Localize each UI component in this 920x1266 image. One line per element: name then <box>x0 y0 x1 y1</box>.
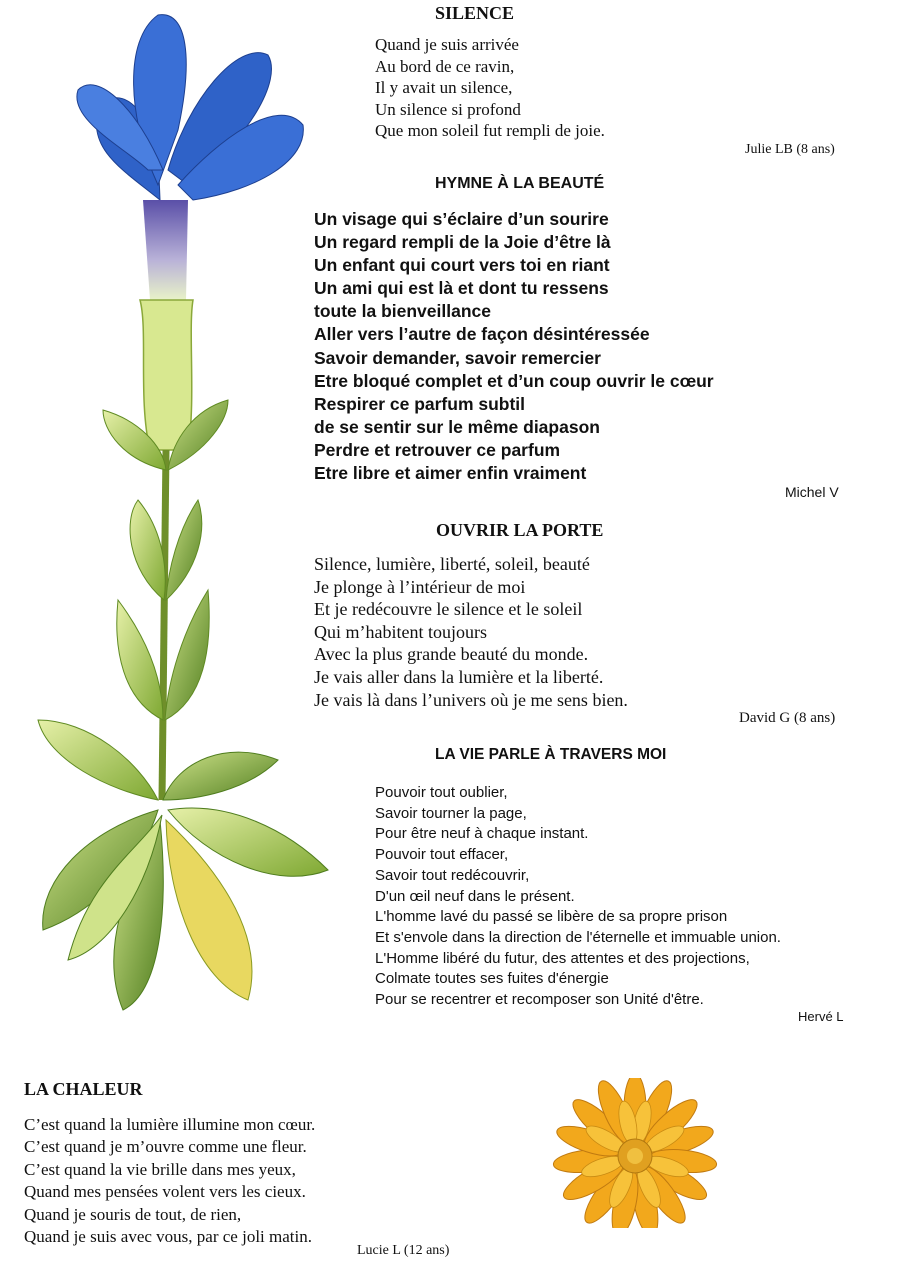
poem-line: Pour se recentrer et recomposer son Unité d'être. <box>375 991 704 1009</box>
poem-line: Un regard rempli de la Joie d’être là <box>314 232 611 253</box>
poem-line: Un ami qui est là et dont tu ressens <box>314 278 609 299</box>
poem-title-hymne: HYMNE À LA BEAUTÉ <box>435 175 605 192</box>
poem-line: Pour être neuf à chaque instant. <box>375 825 589 843</box>
poem-line: Que mon soleil fut rempli de joie. <box>375 121 605 140</box>
poem-title-ouvrir: OUVRIR LA PORTE <box>436 520 604 540</box>
poem-line: Quand je souris de tout, de rien, <box>24 1204 242 1224</box>
poem-line: L'homme lavé du passé se libère de sa propre prison <box>375 908 728 926</box>
poem-line: Quand mes pensées volent vers les cieux. <box>24 1182 306 1202</box>
poem-line: Etre bloqué complet et d’un coup ouvrir le cœur <box>314 370 714 391</box>
poem-body-hymne <box>314 208 714 485</box>
poem-line: Un enfant qui court vers toi en riant <box>314 255 610 276</box>
poem-line: Aller vers l’autre de façon désintéressée <box>314 324 650 345</box>
poem-line: Colmate toutes ses fuites d'énergie <box>375 970 609 988</box>
poem-line: Savoir demander, savoir remercier <box>314 347 601 368</box>
poem-line: Au bord de ce ravin, <box>375 56 515 76</box>
poem-line: Et je redécouvre le silence et le soleil <box>314 599 583 620</box>
poem-line: C’est quand la lumière illumine mon cœur. <box>24 1115 316 1134</box>
poem-author-vie-parle: Hervé L <box>798 1009 844 1024</box>
poem-author-silence: Julie LB (8 ans) <box>745 142 835 157</box>
daisy-flower-illustration <box>495 1078 785 1228</box>
poem-line: Il y avait un silence, <box>375 78 513 97</box>
poem-line: C’est quand je m’ouvre comme une fleur. <box>24 1137 307 1157</box>
poem-line: Respirer ce parfum subtil <box>314 393 526 414</box>
poem-title-chaleur: LA CHALEUR <box>24 1079 143 1099</box>
poem-line: Pouvoir tout oublier, <box>375 784 508 801</box>
poem-body-chaleur <box>24 1114 315 1248</box>
poem-line: Savoir tout redécouvrir, <box>375 866 530 884</box>
poem-body-vie-parle <box>375 783 781 1011</box>
poem-title-silence: SILENCE <box>435 3 515 23</box>
poem-body-silence <box>375 34 605 142</box>
poem-line: Un visage qui s’éclaire d’un sourire <box>314 209 609 229</box>
poem-line: Pouvoir tout effacer, <box>375 846 509 864</box>
poem-author-ouvrir: David G (8 ans) <box>739 710 836 726</box>
poem-author-hymne: Michel V <box>785 484 839 500</box>
poem-line: Je vais aller dans la lumière et la liberté. <box>314 666 604 687</box>
poem-line: L'Homme libéré du futur, des attentes et des projections, <box>375 949 750 967</box>
poem-line: Avec la plus grande beauté du monde. <box>314 644 589 665</box>
poem-line: Un silence si profond <box>375 99 521 119</box>
poem-line: Et s'envole dans la direction de l'éternelle et immuable union. <box>375 928 781 946</box>
poem-line: Perdre et retrouver ce parfum <box>314 439 561 460</box>
poem-line: de se sentir sur le même diapason <box>314 416 600 437</box>
poem-line: Quand je suis arrivée <box>375 35 519 54</box>
poem-line: Silence, lumière, liberté, soleil, beauté <box>314 554 590 574</box>
poem-line: Qui m’habitent toujours <box>314 621 487 642</box>
poem-line: Je vais là dans l’univers où je me sens bien. <box>314 689 628 710</box>
gentian-flower-illustration <box>28 0 348 1030</box>
poem-author-chaleur: Lucie L (12 ans) <box>357 1243 450 1258</box>
poem-line: Savoir tourner la page, <box>375 804 527 822</box>
poem-line: toute la bienveillance <box>314 301 491 322</box>
poem-line: Quand je suis avec vous, par ce joli matin. <box>24 1227 312 1247</box>
poem-body-ouvrir <box>314 553 628 711</box>
poem-line: Je plonge à l’intérieur de moi <box>314 576 526 597</box>
poem-title-vie-parle: LA VIE PARLE À TRAVERS MOI <box>435 746 667 763</box>
poem-line: D'un œil neuf dans le présent. <box>375 887 575 905</box>
poem-line: C’est quand la vie brille dans mes yeux, <box>24 1159 296 1179</box>
poem-line: Etre libre et aimer enfin vraiment <box>314 463 587 484</box>
